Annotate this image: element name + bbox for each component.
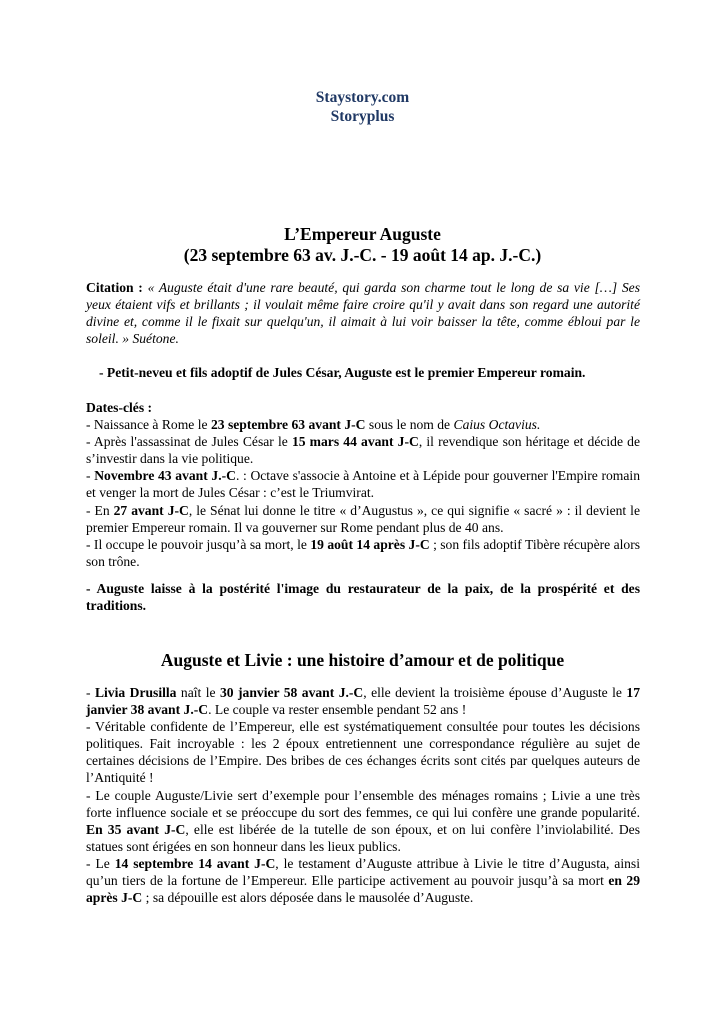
- bold-date: 27 avant J-C: [113, 502, 189, 518]
- key-date-item: [86, 433, 640, 467]
- text-fragment: ; sa dépouille est alors déposée dans le mausolée d’Auguste.: [142, 890, 474, 906]
- text-fragment: - Il occupe le pouvoir jusqu’à sa mort, le: [86, 536, 311, 552]
- title-line-1: L’Empereur Auguste: [284, 224, 441, 244]
- bold-date: 19 août 14 après J-C: [310, 536, 430, 552]
- livie-paragraph-4: [86, 855, 640, 906]
- text-fragment: , elle devient la troisième épouse d’Auguste le: [363, 685, 627, 700]
- bold-date: en 29 après J-C: [86, 873, 640, 906]
- text-fragment: , il revendique son héritage et décide de s’investir dans la vie politique.: [86, 434, 640, 467]
- bold-date: Novembre 43 avant J.-C: [94, 468, 236, 484]
- brand-header: [0, 88, 725, 126]
- text-fragment: -: [86, 685, 95, 700]
- text-fragment: - En: [86, 502, 114, 518]
- citation-text: « Auguste était d'une rare beauté, qui garda son charme tout le long de sa vie […] Ses yeux étaient vifs et brillants ; il voulait même faire croire qu'il y avait dans son regard une autorité divine et, comme il le fixait sur quelqu'un, il aimait à lui voir baisser la tête, comme ébloui par le soleil. » Suétone.: [86, 280, 640, 347]
- key-date-item: [86, 416, 640, 433]
- key-dates-heading: Dates-clés :: [86, 400, 153, 415]
- title-line-2: (23 septembre 63 av. J.-C. - 19 août 14 ap. J.-C.): [183, 244, 542, 265]
- key-date-item: [86, 502, 640, 536]
- text-fragment: - Le couple Auguste/Livie sert d’exemple pour l’ensemble des ménages romains ; Livie a une très forte influence sociale et se préoccupe du sort des femmes, ce qui lui confère une grande popularité.: [86, 787, 640, 820]
- bold-date: 30 janvier 58 avant J.-C: [219, 685, 364, 700]
- highlight-legacy: - Auguste laisse à la postérité l'image du restaurateur de la paix, de la prospérité et des traditions.: [86, 581, 640, 614]
- highlight-lineage: - Petit-neveu et fils adoptif de Jules César, Auguste est le premier Empereur romain.: [99, 365, 586, 380]
- citation-paragraph: [86, 279, 640, 347]
- livie-paragraph-1: [86, 684, 640, 718]
- livie-paragraph-2: - Véritable confidente de l’Empereur, elle est systématiquement consultée pour toutes les décisions politiques. Fait incroyable : les 2 époux entretiennent une correspondance régulière au sujet de certaines décisions de l’Empire. Des bribes de ces échanges écrits sont cités par quelques auteurs de l’Antiquité !: [86, 719, 640, 786]
- bold-date: 14 septembre 14 avant J-C: [114, 855, 276, 871]
- text-fragment: , le Sénat lui donne le titre « d’Augustus », ce qui signifie « sacré » : il devient le premier Empereur romain. Il va gouverner sur Rome pendant plus de 40 ans.: [86, 502, 640, 535]
- bold-name: Livia Drusilla: [94, 685, 177, 700]
- text-fragment: -: [86, 468, 95, 484]
- section-title-livie: Auguste et Livie : une histoire d’amour et de politique: [160, 650, 565, 670]
- citation-label: Citation :: [86, 280, 143, 295]
- text-fragment: , elle est libérée de la tutelle de son époux, et on lui confère l’inviolabilité. Des statues sont érigées en son honneur dans les lieux publics.: [86, 821, 640, 854]
- brand-name: Storyplus: [330, 108, 395, 125]
- text-fragment: sous le nom de: [365, 417, 454, 433]
- key-date-item: [86, 536, 640, 570]
- bold-date: 23 septembre 63 avant J-C: [210, 417, 366, 433]
- text-fragment: ; son fils adoptif Tibère récupère alors son trône.: [86, 536, 641, 569]
- text-fragment: naît le: [176, 685, 220, 700]
- text-fragment: . Le couple va rester ensemble pendant 52 ans !: [208, 702, 467, 718]
- key-dates-section: [86, 399, 640, 570]
- text-fragment: . : Octave s'associe à Antoine et à Lépide pour gouverner l'Empire romain et venger la mort de Jules César : c’est le Triumvirat.: [86, 468, 640, 501]
- italic-name: Caius Octavius.: [453, 417, 541, 433]
- bold-date: 17 janvier 38 avant J.-C: [86, 685, 640, 718]
- text-fragment: - Après l'assassinat de Jules César le: [86, 434, 292, 450]
- livie-paragraph-3: [86, 787, 640, 855]
- key-date-item: [86, 467, 640, 501]
- livie-section: [86, 684, 640, 906]
- text-fragment: , le testament d’Auguste attribue à Livie le titre d’Augusta, ainsi qu’un tiers de la fortune de l’Empereur. Elle participe activement au pouvoir jusqu’à sa mort: [86, 855, 640, 889]
- text-fragment: - Le: [86, 855, 115, 871]
- bold-date: En 35 avant J-C: [86, 821, 186, 837]
- brand-site[interactable]: Staystory.com: [315, 89, 410, 106]
- page-title: [0, 224, 725, 265]
- text-fragment: - Naissance à Rome le: [86, 417, 211, 433]
- bold-date: 15 mars 44 avant J-C: [291, 434, 419, 450]
